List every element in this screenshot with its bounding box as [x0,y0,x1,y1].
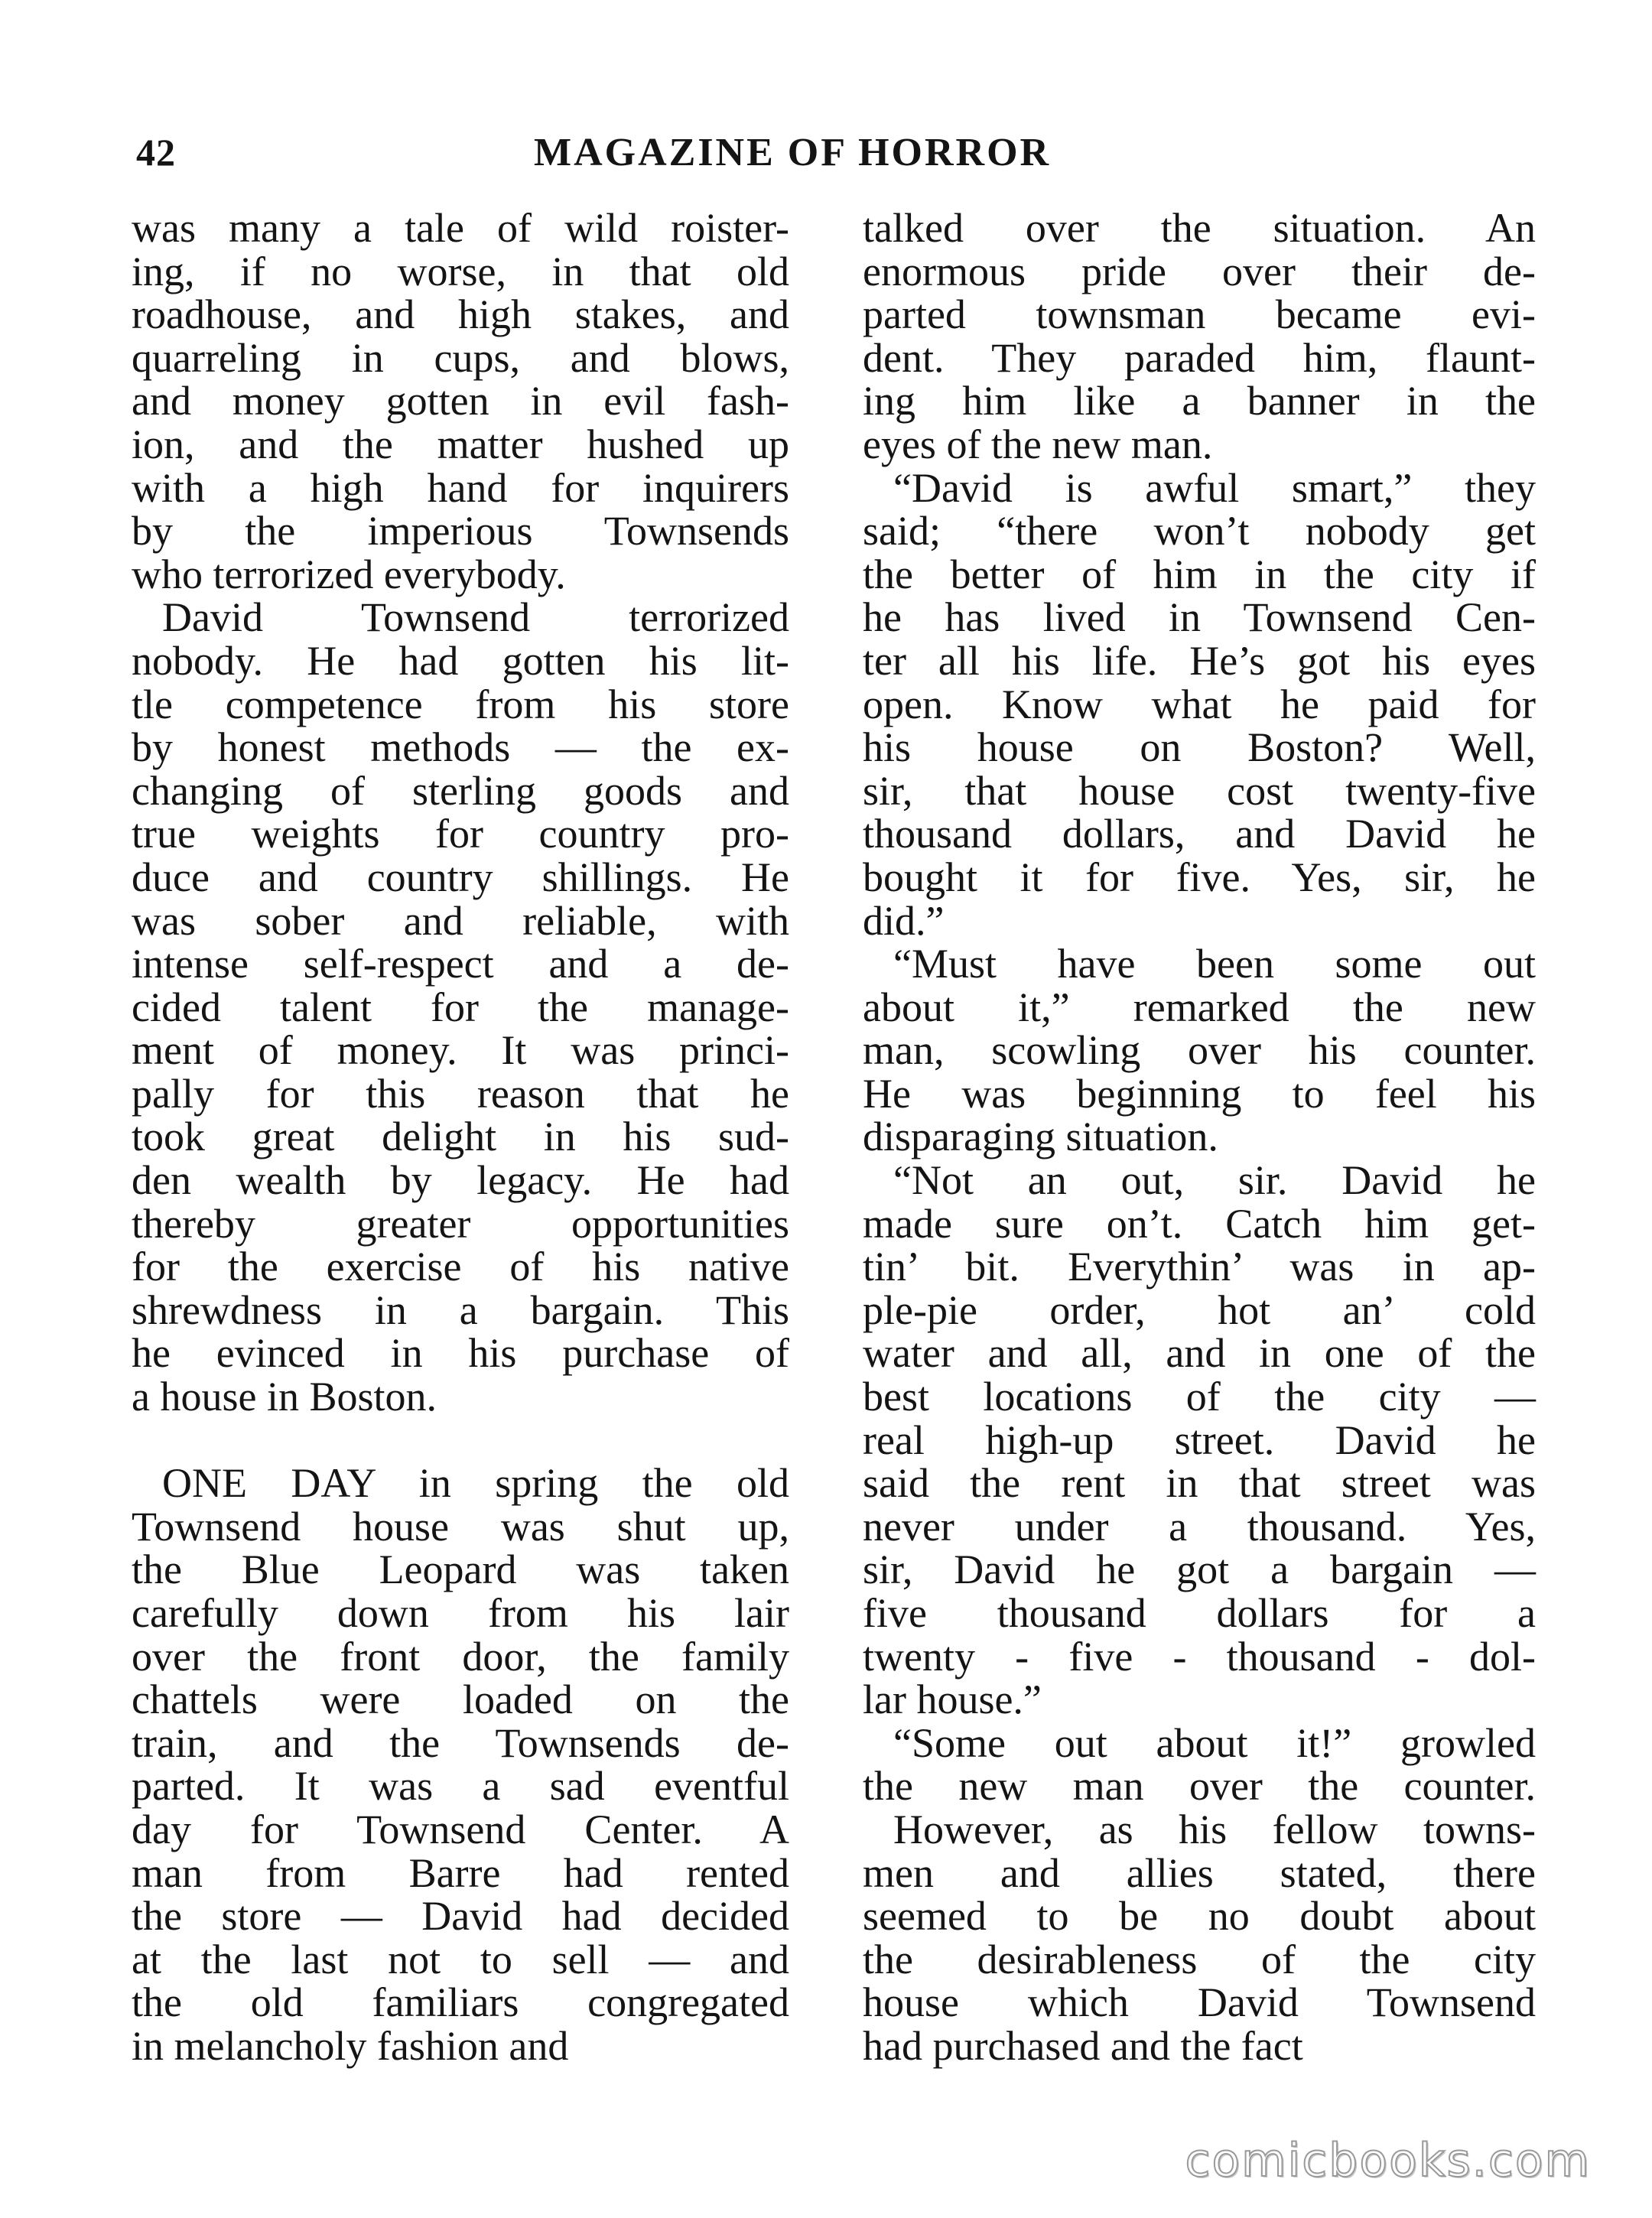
text-line: sir, that house cost twenty-five [863,767,1536,814]
text-line: eyes of the new man. [863,421,1213,467]
text-line: he has lived in Townsend Cen- [863,594,1536,641]
text-line: men and allies stated, there [863,1849,1536,1896]
text-line: ment of money. It was princi- [132,1027,789,1074]
text-line: the better of him in the city if [863,551,1536,597]
text-line: cided talent for the manage- [132,984,789,1030]
text-line: “Not an out, sir. David he [893,1157,1536,1204]
text-line: carefully down from his lair [132,1590,789,1636]
text-line: ple-pie order, hot an’ cold [863,1286,1536,1333]
text-line: the old familiars congregated [132,1979,789,2026]
text-line: thousand dollars, and David he [863,811,1536,857]
text-line: about it,” remarked the new [863,984,1536,1030]
text-line: David Townsend terrorized [162,594,789,641]
text-line: said the rent in that street was [863,1460,1536,1507]
text-line: lar house.” [863,1677,1042,1723]
text-line: nobody. He had gotten his lit- [132,637,789,684]
text-line: man, scowling over his counter. [863,1027,1536,1074]
text-line: in melancholy fashion and [132,2022,569,2069]
left-text-column [132,207,789,2068]
text-line: duce and country shillings. He [132,854,789,900]
text-line: train, and the Townsends de- [132,1719,789,1766]
text-line: his house on Boston? Well, [863,724,1536,771]
site-watermark: comicbooks.com [1185,2134,1591,2187]
text-line: parted. It was a sad eventful [132,1763,789,1810]
text-line: ing, if no worse, in that old [132,248,789,294]
text-line: ion, and the matter hushed up [132,421,789,467]
text-line: roadhouse, and high stakes, and [132,291,789,338]
text-line: the store — David had decided [132,1893,789,1940]
text-line: and money gotten in evil fash- [132,378,789,424]
text-line: twenty - five - thousand - dol- [863,1633,1536,1680]
text-line: the new man over the counter. [863,1763,1536,1810]
text-line: ter all his life. He’s got his eyes [863,637,1536,684]
text-line: enormous pride over their de- [863,248,1536,294]
text-line: was many a tale of wild roister- [132,205,789,251]
text-line: by honest methods — the ex- [132,724,789,771]
text-line: dent. They paraded him, flaunt- [863,334,1536,381]
text-line: sir, David he got a bargain — [863,1546,1536,1593]
text-line: did.” [863,897,945,944]
page-number: 42 [136,131,176,174]
text-line: He was beginning to feel his [863,1070,1536,1117]
text-line: “David is awful smart,” they [893,464,1536,511]
text-line: However, as his fellow towns- [893,1806,1536,1852]
text-line: best locations of the city — [863,1374,1536,1420]
text-line: he evinced in his purchase of [132,1330,789,1377]
text-line: true weights for country pro- [132,811,789,857]
text-line: intense self-respect and a de- [132,941,789,987]
running-title: MAGAZINE OF HORROR [534,131,1052,174]
text-line: by the imperious Townsends [132,508,789,554]
text-line: tle competence from his store [132,681,789,727]
text-line: “Some out about it!” growled [893,1719,1536,1766]
text-line: Townsend house was shut up, [132,1503,789,1550]
right-text-column [863,207,1536,2068]
text-line: ing him like a banner in the [863,378,1536,424]
text-line: parted townsman became evi- [863,291,1536,338]
text-line: the Blue Leopard was taken [132,1546,789,1593]
text-line: “Must have been some out [893,941,1536,987]
text-line: shrewdness in a bargain. This [132,1286,789,1333]
text-line: bought it for five. Yes, sir, he [863,854,1536,900]
text-line: chattels were loaded on the [132,1677,789,1723]
text-line: made sure on’t. Catch him get- [863,1200,1536,1247]
text-line: took great delight in his sud- [132,1114,789,1160]
text-line: never under a thousand. Yes, [863,1503,1536,1550]
text-line: had purchased and the fact [863,2022,1303,2069]
text-line: house which David Townsend [863,1979,1536,2026]
text-line: for the exercise of his native [132,1244,789,1290]
text-line: said; “there won’t nobody get [863,508,1536,554]
text-line: who terrorized everybody. [132,551,566,597]
page-header [136,130,1536,191]
text-line: real high-up street. David he [863,1416,1536,1463]
text-line: the desirableness of the city [863,1936,1536,1982]
text-line: disparaging situation. [863,1114,1218,1160]
text-line: tin’ bit. Everythin’ was in ap- [863,1244,1536,1290]
text-line: seemed to be no doubt about [863,1893,1536,1940]
text-line: open. Know what he paid for [863,681,1536,727]
text-line: den wealth by legacy. He had [132,1157,789,1204]
text-line: ONE DAY in spring the old [162,1460,789,1507]
text-line: five thousand dollars for a [863,1590,1536,1636]
text-line: talked over the situation. An [863,205,1536,251]
text-line: day for Townsend Center. A [132,1806,789,1852]
text-line: changing of sterling goods and [132,767,789,814]
text-line: at the last not to sell — and [132,1936,789,1982]
text-line: thereby greater opportunities [132,1200,789,1247]
text-line: with a high hand for inquirers [132,464,789,511]
text-line: over the front door, the family [132,1633,789,1680]
text-line: pally for this reason that he [132,1070,789,1117]
text-line: water and all, and in one of the [863,1330,1536,1377]
text-line [132,1419,789,1462]
text-line: man from Barre had rented [132,1849,789,1896]
text-line: was sober and reliable, with [132,897,789,944]
text-line: quarreling in cups, and blows, [132,334,789,381]
text-line: a house in Boston. [132,1374,437,1420]
